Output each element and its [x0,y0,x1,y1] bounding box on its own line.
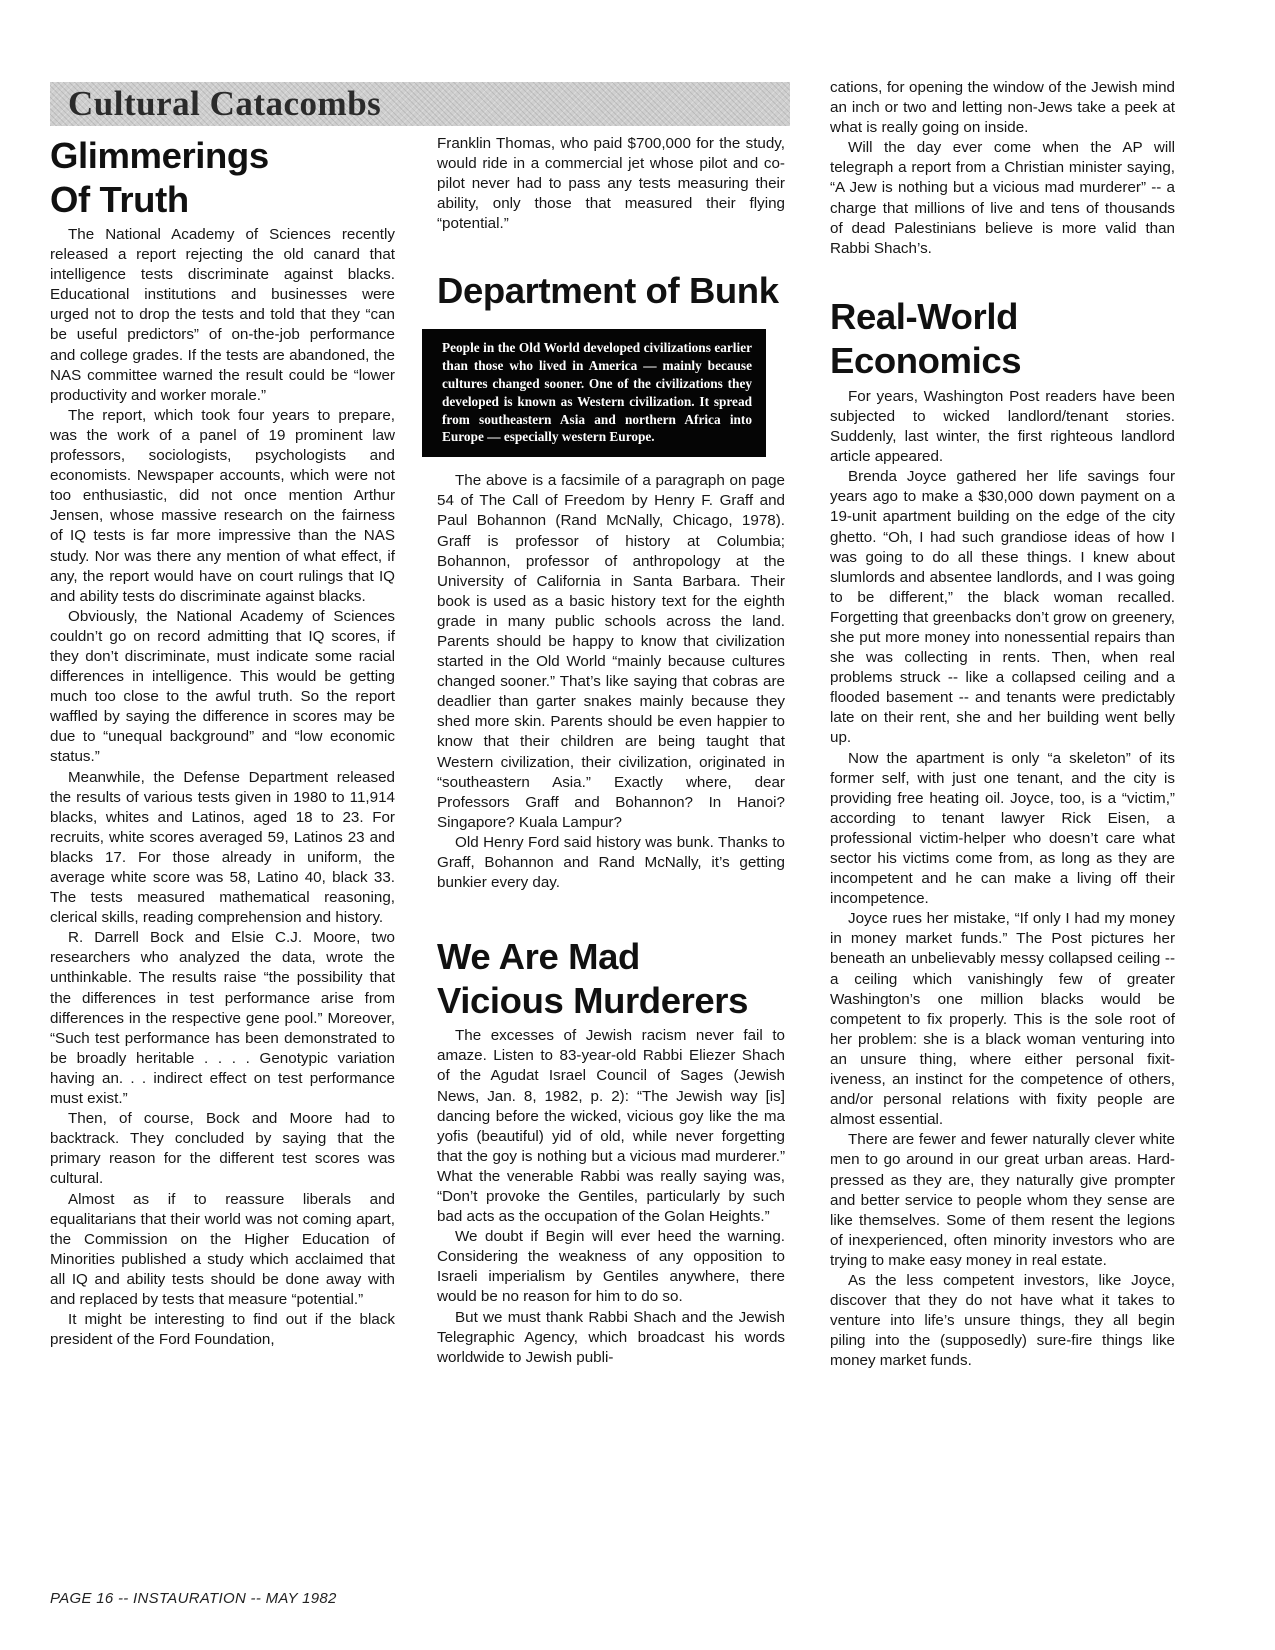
title-line: Economics [830,339,1022,381]
facsimile-text: People in the Old World developed civilizations earlier than those who lived in America — mainly because cultures changed sooner. One of the civilizations they developed is known as Western civilization. It spread from southeastern Asia and northern Africa into Europe — especially western Europe. [442,340,752,445]
paragraph: cations, for opening the window of the Jewish mind an inch or two and letting non-Jews take a peek at what is really going on inside. [830,79,1175,137]
paragraph: Old Henry Ford said history was bunk. Thanks to Graff, Bohannon and Rand McNally, it’s getting bunkier every day. [437,833,785,892]
section-banner [50,82,790,126]
paragraph: Will the day ever come when the AP will telegraph a report from a Christian minister saying, “A Jew is nothing but a vicious mad murderer” -- a charge that millions of live and tens of thousands of dead Palestinians believe is more valid than Rabbi Shach’s. [830,139,1175,257]
paragraph: We doubt if Begin will ever heed the warning. Considering the weakness of any opposition to Israeli imperialism by Gentiles anywhere, there would be no reason for him to do so. [437,1228,785,1306]
column-right [830,78,1175,1371]
article-continuation-murderers [830,78,1175,259]
paragraph: Meanwhile, the Defense Department released the results of various tests given in 1980 to 11,914 blacks, whites and Latinos, aged 18 to 23. For recruits, white scores averaged 59, Latinos 23 and blacks 17. For those already in uniform, the average white score was 58, Latino 40, black 33. The tests measured mathematical reasoning, clerical skills, reading comprehension and history. [50,768,395,927]
facsimile-box [422,329,766,457]
paragraph: The above is a facsimile of a paragraph on page 54 of The Call of Freedom by Henry F. Graff and Paul Bohannon (Rand McNally, Chicago, 1978). Graff is professor of history at Columbia; Bohannon, professor of anthropology at the University of California in Santa Barbara. Their book is used as a basic history text for the eighth grade in many public schools across the land. Parents should be happy to know that civilization started in the Old World “mainly because cultures changed sooner.” That’s like saying that cobras are deadlier than garter snakes mainly because they shed more skin. Parents should be even happier to know that their children are being taught that Western civilization, their civilization, originated in “southeastern Asia.” Exactly where, dear Professors Graff and Bohannon? In Hanoi? Singapore? Kuala Lampur? [437,472,785,831]
column-left [50,134,395,1350]
article-title-bunk [437,269,785,313]
section-banner-title: Cultural Catacombs [68,84,382,123]
article-body-glimmerings [50,225,395,1350]
paragraph: Joyce rues her mistake, “If only I had my money in money market funds.” The Post pictures her beneath an unbelievably messy collapsed ceiling -- a ceiling which vanishingly few of greater Washington’s one million blacks would be competent to fix properly. This is the sole root of her problem: she is a black woman venturing into an unsure thing, where either personal fixit-iveness, an instinct for the competence of others, and/or personal relations with fixity people are almost essential. [830,910,1175,1129]
title-line: Department of Bunk [437,270,779,312]
paragraph: It might be interesting to find out if the black president of the Ford Foundation, [50,1311,395,1349]
paragraph: Now the apartment is only “a skeleton” of its former self, with just one tenant, and the city is providing free heating oil. Joyce, too, is a “victim,” according to tenant lawyer Rick Eisen, a professional victim-helper who doesn’t care what sector his victims come from, as long as they are incompetent and he can make a living off their incompetence. [830,749,1175,908]
title-line: Of Truth [50,179,189,220]
paragraph: Then, of course, Bock and Moore had to backtrack. They concluded by saying that the primary reason for the different test scores was cultural. [50,1110,395,1188]
title-line: Glimmerings [50,135,269,176]
paragraph: The National Academy of Sciences recently released a report rejecting the old canard that intelligence tests discriminate against blacks. Educational institutions and businesses were urged not to drop the tests and told that they “can be useful predictors” of on-the-job performance and college grades. If the tests are abandoned, the NAS committee warned the result could be “lower productivity and worker morale.” [50,226,395,404]
paragraph: But we must thank Rabbi Shach and the Jewish Telegraphic Agency, which broadcast his words worldwide to Jewish publi- [437,1308,785,1366]
paragraph: The excesses of Jewish racism never fail to amaze. Listen to 83-year-old Rabbi Eliezer Shach of the Agudat Israel Council of Sages (Jewish News, Jan. 8, 1982, p. 2): “The Jewish way [is] dancing before the wicked, vicious goy like the ma yofis (beautiful) yid of old, while never forgetting that the goy is nothing but a vicious mad murderer.” What the venerable Rabbi was really saying was, “Don’t provoke the Gentiles, particularly by such bad acts as the occupation of the Golan Heights.” [437,1027,785,1226]
paragraph: Brenda Joyce gathered her life savings four years ago to make a $30,000 down payment on a 19-unit apartment building on the edge of the city ghetto. “Oh, I had such grandiose ideas of how I was going to do all these things. I knew about slumlords and absentee landlords, and I was going to be different,” the black woman recalled. Forgetting that greenbacks don’t grow on greenery, she put more money into nonessential repairs than she was collecting in rents. Then, when real problems struck -- like a collapsed ceiling and a flooded basement -- and tenants were predictably late on their rent, she and her building went belly up. [830,468,1175,747]
article-title-murderers [437,935,785,1023]
paragraph: There are fewer and fewer naturally clever white men to go around in our great urban areas. Hard-pressed as they are, they naturally give prompter and better service to people whom they sense are like themselves. Some of them resent the legions of inexperienced, often minority investors who are trying to make easy money in real estate. [830,1131,1175,1269]
column-middle [437,134,785,1368]
article-title-glimmerings [50,134,395,222]
article-body-economics [830,387,1175,1372]
paragraph: R. Darrell Bock and Elsie C.J. Moore, two researchers who analyzed the data, wrote the unthinkable. The results raise “the possibility that the differences in test performance arise from differences in the respective gene pool.” Moreover, “Such test performance has been demonstrated to be broadly heritable . . . . Genotypic variation having an. . . indirect effect on test performance must exist.” [50,929,395,1108]
title-line: Vicious Murderers [437,980,749,1022]
title-line: Real-World [830,295,1018,337]
article-title-economics [830,295,1175,383]
paragraph: For years, Washington Post readers have been subjected to wicked landlord/tenant stories. Suddenly, last winter, the first righteous landlord article appeared. [830,387,1175,466]
article-body-murderers [437,1026,785,1368]
article-continuation-glimmerings [437,134,785,234]
paragraph: Obviously, the National Academy of Sciences couldn’t go on record admitting that IQ scores, if they don’t discriminate, must indicate some racial differences in intelligence. This would be getting much too close to the awful truth. So the report waffled by saying the difference in scores may be due to “unequal background” and “low economic status.” [50,607,395,766]
paragraph: Almost as if to reassure liberals and equalitarians that their world was not coming apart, the Commission on the Higher Education of Minorities published a study which acclaimed that all IQ and ability tests should be done away with and replaced by tests that measure “potential.” [50,1190,395,1308]
paragraph: The report, which took four years to prepare, was the work of a panel of 19 prominent law professors, sociologists, psychologists and economists. Newspaper accounts, which were not too enthusiastic, did not once mention Arthur Jensen, whose massive research on the fairness of IQ tests is far more impressive than the NAS study. Nor was there any mention of what effect, if any, the report would have on court rulings that IQ and ability tests do discriminate against blacks. [50,406,395,605]
article-body-bunk [437,471,785,893]
page-footer: PAGE 16 -- INSTAURATION -- MAY 1982 [50,1590,337,1607]
title-line: We Are Mad [437,936,640,978]
paragraph: Franklin Thomas, who paid $700,000 for the study, would ride in a commercial jet whose pilot and co-pilot never had to pass any tests measuring their ability, only those that measured their flying “potential.” [437,135,785,233]
paragraph: As the less competent investors, like Joyce, discover that they do not have what it takes to venture into life’s unsure things, they all begin piling into the (supposedly) sure-fire things like money market funds. [830,1271,1175,1370]
